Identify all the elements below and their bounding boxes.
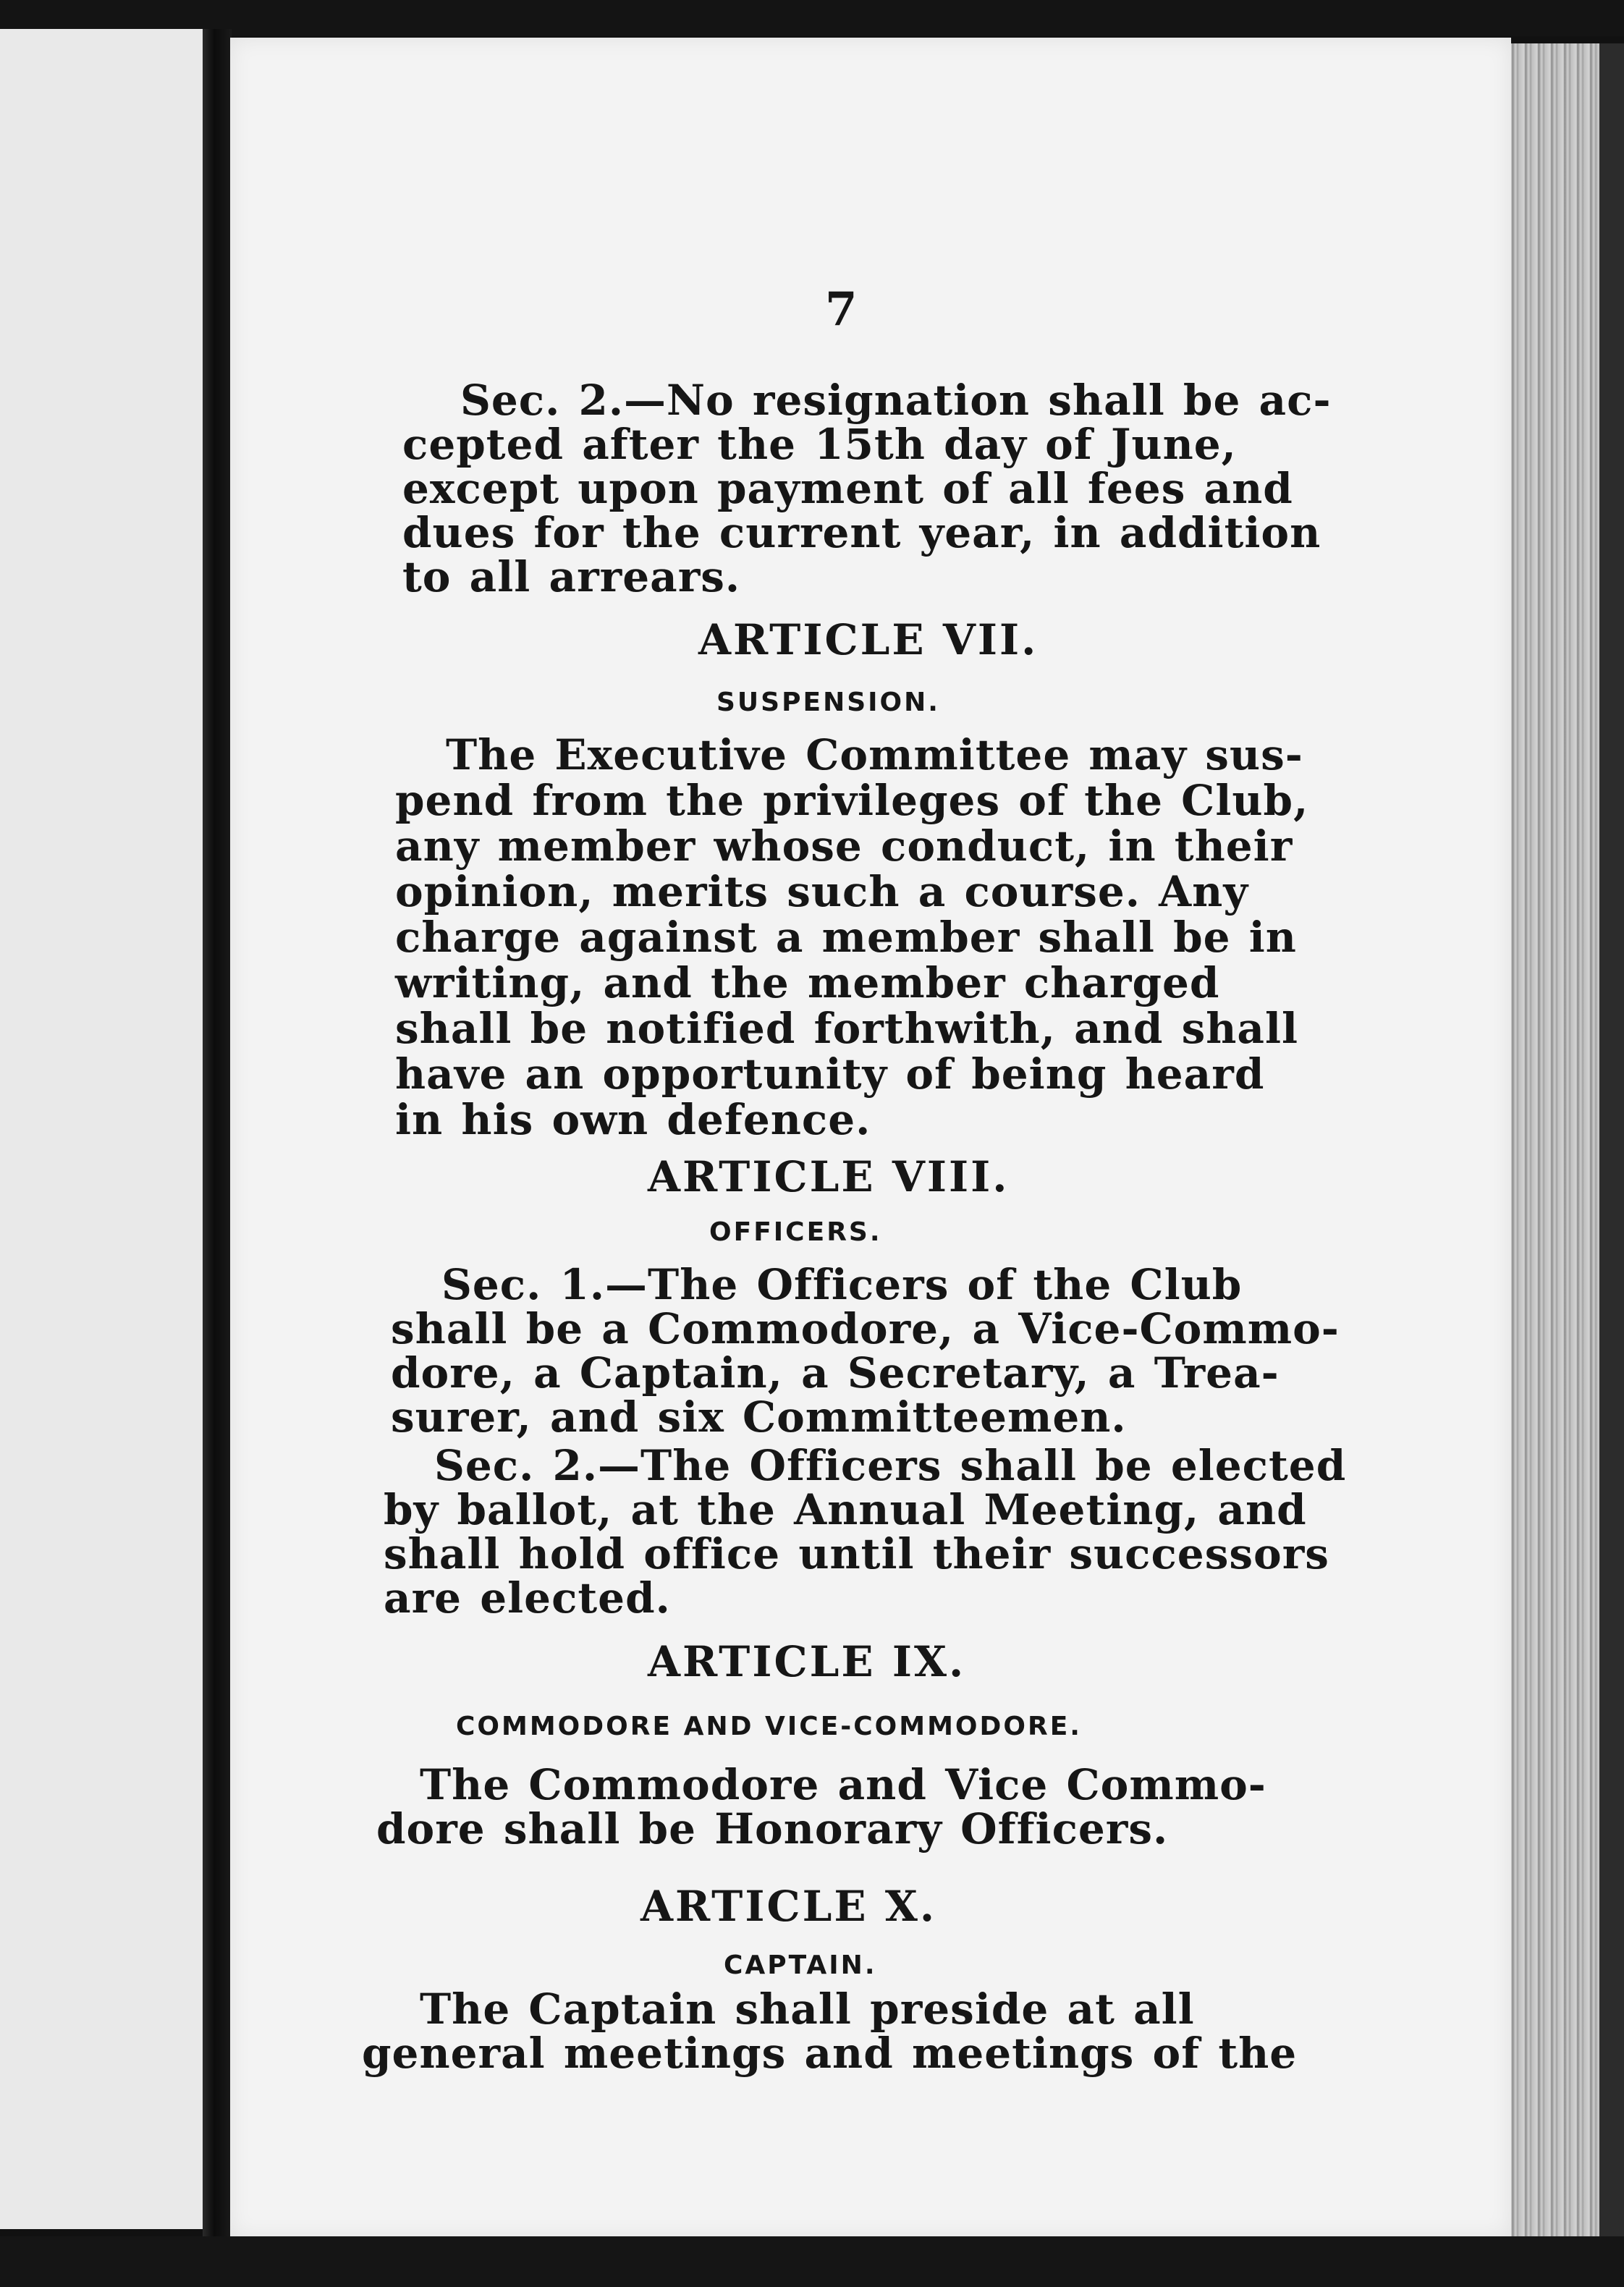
text-line: Sec. 1.—The Officers of the Club [441, 1260, 1243, 1309]
book-gutter [203, 29, 232, 2244]
text-line: are elected. [384, 1573, 671, 1623]
article-8-sec1 [391, 1260, 1340, 1442]
text-line: dues for the current year, in addition [402, 508, 1321, 557]
article-9-paragraph [376, 1760, 1266, 1853]
text-line: any member whose conduct, in their [395, 821, 1293, 871]
art6-sec2-paragraph [402, 376, 1332, 601]
article-10-subtitle: CAPTAIN. [724, 1950, 877, 1980]
article-7-subtitle: SUSPENSION. [716, 688, 940, 717]
text-line: Sec. 2.—The Officers shall be elected [434, 1441, 1347, 1490]
article-9-title: ARTICLE IX. [648, 1637, 966, 1686]
article-9-subtitle: COMMODORE AND VICE-COMMODORE. [456, 1712, 1082, 1741]
text-line: general meetings and meetings of the [362, 2029, 1298, 2078]
facing-page-edge [0, 29, 210, 2229]
article-10-paragraph [362, 1984, 1298, 2078]
text-line: The Executive Committee may sus- [446, 730, 1303, 779]
page-number: 7 [825, 282, 858, 337]
text-line: surer, and six Committeemen. [391, 1392, 1127, 1442]
page-edges-shadow [1599, 43, 1624, 2244]
text-line: shall be a Commodore, a Vice-Commo- [391, 1304, 1340, 1353]
text-line: to all arrears. [402, 552, 741, 601]
text-line: cepted after the 15th day of June, [402, 420, 1237, 469]
article-8-sec2 [384, 1441, 1347, 1623]
text-line: The Captain shall preside at all [420, 1984, 1195, 2034]
scan-top-border [0, 0, 1624, 36]
text-line: dore shall be Honorary Officers. [376, 1804, 1169, 1853]
text-line: by ballot, at the Annual Meeting, and [384, 1485, 1307, 1534]
text-line: The Commodore and Vice Commo- [420, 1760, 1266, 1809]
article-8-subtitle: OFFICERS. [709, 1217, 882, 1247]
article-7-title: ARTICLE VII. [698, 615, 1039, 664]
text-line: shall hold office until their successors [384, 1529, 1329, 1578]
text-line: opinion, merits such a course. Any [395, 867, 1249, 916]
text-line: charge against a member shall be in [395, 913, 1297, 962]
text-line: Sec. 2.—No resignation shall be ac- [460, 376, 1332, 425]
scan-bottom-border [0, 2236, 1624, 2287]
text-line: writing, and the member charged [395, 958, 1220, 1007]
article-8-title: ARTICLE VIII. [648, 1152, 1010, 1201]
text-line: have an opportunity of being heard [395, 1049, 1265, 1099]
article-7-paragraph [395, 732, 1308, 1143]
text-line: pend from the privileges of the Club, [395, 776, 1309, 825]
text-line: except upon payment of all fees and [402, 464, 1293, 513]
article-10-title: ARTICLE X. [640, 1882, 937, 1931]
text-line: dore, a Captain, a Secretary, a Trea- [391, 1348, 1280, 1398]
text-line: shall be notified forthwith, and shall [395, 1004, 1299, 1053]
text-line: in his own defence. [395, 1095, 871, 1144]
